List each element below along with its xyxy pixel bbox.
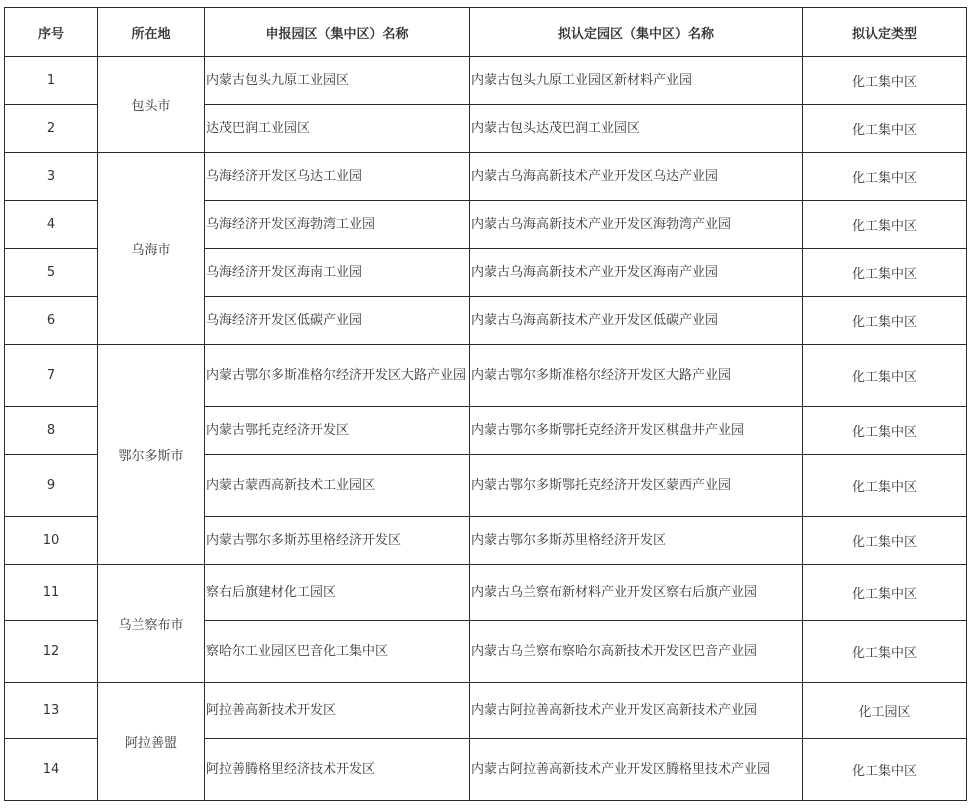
proposed-cell: 内蒙古乌兰察布新材料产业开发区察右后旗产业园: [470, 565, 803, 621]
declared-cell: 乌海经济开发区乌达工业园: [205, 153, 470, 201]
proposed-cell: 内蒙古包头达茂巴润工业园区: [470, 105, 803, 153]
parks-table: [4, 7, 967, 801]
seq-cell: 1: [5, 57, 98, 105]
seq-cell: 9: [5, 455, 98, 517]
seq-cell: 2: [5, 105, 98, 153]
header-proposed: 拟认定园区（集中区）名称: [470, 8, 803, 57]
table-row: [5, 565, 967, 621]
proposed-cell: 内蒙古鄂尔多斯鄂托克经济开发区棋盘井产业园: [470, 407, 803, 455]
proposed-cell: 内蒙古乌海高新技术产业开发区乌达产业园: [470, 153, 803, 201]
declared-cell: 达茂巴润工业园区: [205, 105, 470, 153]
city-cell: 乌兰察布市: [98, 565, 205, 683]
type-cell: 化工集中区: [803, 249, 967, 297]
seq-cell: 8: [5, 407, 98, 455]
type-cell: 化工集中区: [803, 105, 967, 153]
header-seq: 序号: [5, 8, 98, 57]
table-row: [5, 153, 967, 201]
declared-cell: 内蒙古蒙西高新技术工业园区: [205, 455, 470, 517]
header-row: [5, 8, 967, 57]
type-cell: 化工集中区: [803, 153, 967, 201]
proposed-cell: 内蒙古鄂尔多斯苏里格经济开发区: [470, 517, 803, 565]
declared-cell: 乌海经济开发区海勃湾工业园: [205, 201, 470, 249]
type-cell: 化工集中区: [803, 407, 967, 455]
city-cell: 鄂尔多斯市: [98, 345, 205, 565]
seq-cell: 3: [5, 153, 98, 201]
type-cell: 化工集中区: [803, 297, 967, 345]
declared-cell: 察哈尔工业园区巴音化工集中区: [205, 621, 470, 683]
table-row: [5, 345, 967, 407]
proposed-cell: 内蒙古乌海高新技术产业开发区海勃湾产业园: [470, 201, 803, 249]
header-declared: 申报园区（集中区）名称: [205, 8, 470, 57]
proposed-cell: 内蒙古阿拉善高新技术产业开发区高新技术产业园: [470, 683, 803, 739]
city-cell: 包头市: [98, 57, 205, 153]
proposed-cell: 内蒙古鄂尔多斯鄂托克经济开发区蒙西产业园: [470, 455, 803, 517]
city-cell: 阿拉善盟: [98, 683, 205, 801]
table-row: [5, 683, 967, 739]
proposed-cell: 内蒙古鄂尔多斯准格尔经济开发区大路产业园: [470, 345, 803, 407]
seq-cell: 4: [5, 201, 98, 249]
declared-cell: 内蒙古鄂尔多斯苏里格经济开发区: [205, 517, 470, 565]
seq-cell: 10: [5, 517, 98, 565]
declared-cell: 察右后旗建材化工园区: [205, 565, 470, 621]
type-cell: 化工集中区: [803, 517, 967, 565]
declared-cell: 乌海经济开发区低碳产业园: [205, 297, 470, 345]
declared-cell: 内蒙古包头九原工业园区: [205, 57, 470, 105]
proposed-cell: 内蒙古乌海高新技术产业开发区海南产业园: [470, 249, 803, 297]
type-cell: 化工集中区: [803, 201, 967, 249]
seq-cell: 14: [5, 739, 98, 801]
declared-cell: 阿拉善高新技术开发区: [205, 683, 470, 739]
type-cell: 化工集中区: [803, 345, 967, 407]
proposed-cell: 内蒙古乌海高新技术产业开发区低碳产业园: [470, 297, 803, 345]
header-location: 所在地: [98, 8, 205, 57]
proposed-cell: 内蒙古乌兰察布察哈尔高新技术开发区巴音产业园: [470, 621, 803, 683]
type-cell: 化工集中区: [803, 739, 967, 801]
city-cell: 乌海市: [98, 153, 205, 345]
declared-cell: 乌海经济开发区海南工业园: [205, 249, 470, 297]
seq-cell: 11: [5, 565, 98, 621]
seq-cell: 13: [5, 683, 98, 739]
declared-cell: 阿拉善腾格里经济技术开发区: [205, 739, 470, 801]
seq-cell: 6: [5, 297, 98, 345]
type-cell: 化工园区: [803, 683, 967, 739]
proposed-cell: 内蒙古包头九原工业园区新材料产业园: [470, 57, 803, 105]
proposed-cell: 内蒙古阿拉善高新技术产业开发区腾格里技术产业园: [470, 739, 803, 801]
seq-cell: 7: [5, 345, 98, 407]
type-cell: 化工集中区: [803, 455, 967, 517]
type-cell: 化工集中区: [803, 57, 967, 105]
seq-cell: 12: [5, 621, 98, 683]
declared-cell: 内蒙古鄂托克经济开发区: [205, 407, 470, 455]
header-type: 拟认定类型: [803, 8, 967, 57]
table-row: [5, 57, 967, 105]
seq-cell: 5: [5, 249, 98, 297]
type-cell: 化工集中区: [803, 621, 967, 683]
declared-cell: 内蒙古鄂尔多斯准格尔经济开发区大路产业园: [205, 345, 470, 407]
type-cell: 化工集中区: [803, 565, 967, 621]
